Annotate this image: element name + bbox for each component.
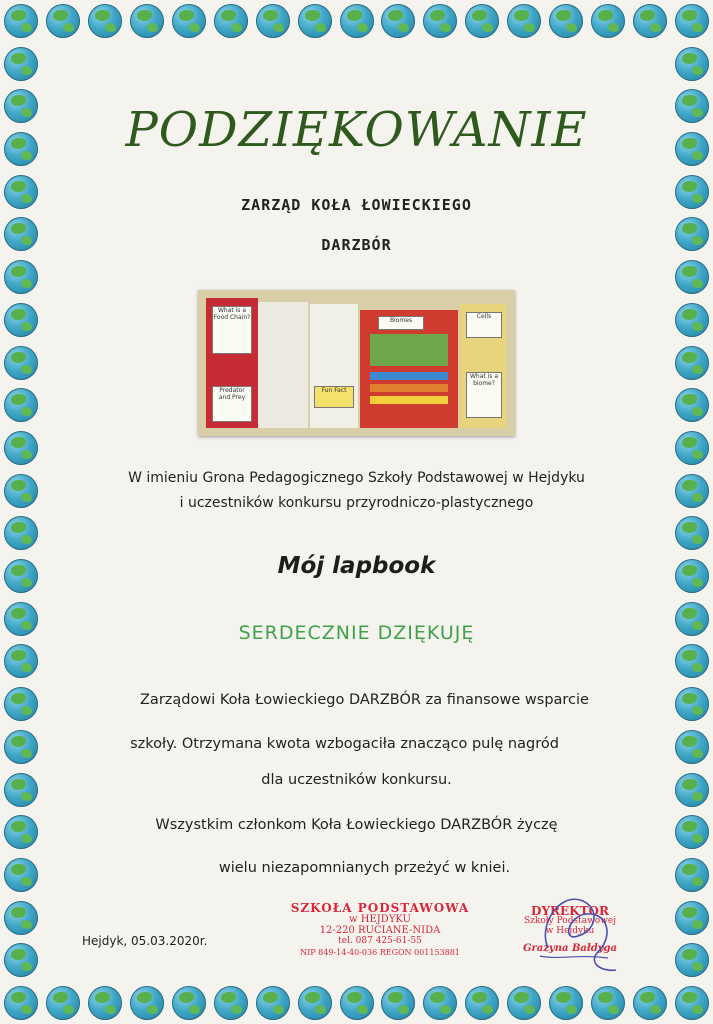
photo-strip	[370, 372, 448, 380]
globe-icon	[4, 260, 38, 294]
globe-icon	[340, 986, 374, 1020]
globe-icon	[675, 4, 709, 38]
photo-card-food-chain: What is a Food Chain?	[212, 306, 252, 354]
director-title: DYREKTOR	[531, 904, 609, 918]
photo-card-biomes: Biomes	[378, 316, 424, 330]
stamp-school-name: SZKOŁA PODSTAWOWA	[290, 901, 470, 915]
globe-icon	[675, 346, 709, 380]
globe-icon	[130, 986, 164, 1020]
globe-icon	[381, 986, 415, 1020]
globe-icon	[423, 986, 457, 1020]
globe-icon	[298, 986, 332, 1020]
globe-icon	[549, 986, 583, 1020]
body-line-1: Zarządowi Koła Łowieckiego DARZBÓR za finansowe wsparcie	[140, 692, 589, 708]
contest-name: Mój lapbook	[277, 553, 436, 579]
photo-biome-picture	[370, 334, 448, 366]
photo-white-panel-2	[310, 304, 358, 428]
globe-icon	[172, 986, 206, 1020]
globe-icon	[675, 986, 709, 1020]
globe-icon	[256, 4, 290, 38]
globe-icon	[214, 4, 248, 38]
globe-icon	[675, 516, 709, 550]
globe-icon	[256, 986, 290, 1020]
globe-icon	[340, 4, 374, 38]
globe-icon	[46, 986, 80, 1020]
globe-icon	[675, 644, 709, 678]
globe-icon	[675, 901, 709, 935]
globe-icon	[633, 986, 667, 1020]
globe-icon	[381, 4, 415, 38]
globe-icon	[88, 4, 122, 38]
organization-subname: DARZBÓR	[321, 236, 392, 254]
globe-icon	[298, 4, 332, 38]
director-school: Szkoły Podstawowej	[523, 916, 617, 926]
globe-icon	[4, 943, 38, 977]
certificate-title: PODZIĘKOWANIE	[125, 102, 588, 158]
globe-icon	[4, 986, 38, 1020]
globe-icon	[88, 986, 122, 1020]
globe-icon	[675, 943, 709, 977]
thanks-heading: SERDECZNIE DZIĘKUJĘ	[238, 622, 475, 644]
photo-card-fun-fact: Fun Fact	[314, 386, 354, 408]
globe-icon	[423, 4, 457, 38]
director-signature	[528, 886, 623, 984]
globe-icon	[675, 388, 709, 422]
intro-line-2: i uczestników konkursu przyrodniczo-plastycznego	[179, 495, 534, 511]
stamp-ids: NIP 849-14-40-036 REGON 001153881	[300, 948, 460, 957]
globe-icon	[675, 303, 709, 337]
globe-icon	[507, 986, 541, 1020]
globe-icon	[507, 4, 541, 38]
globe-icon	[4, 4, 38, 38]
date-place: Hejdyk, 05.03.2020r.	[82, 934, 208, 948]
body-line-4: Wszystkim członkom Koła Łowieckiego DARZBÓR życzę	[155, 817, 558, 833]
photo-strip-3	[370, 396, 448, 404]
globe-icon	[4, 47, 38, 81]
globe-icon	[633, 4, 667, 38]
globe-icon	[46, 4, 80, 38]
photo-card-cells: Cells	[466, 312, 502, 338]
globe-icon	[4, 516, 38, 550]
globe-icon	[4, 303, 38, 337]
body-line-5: wielu niezapomnianych przeżyć w kniei.	[218, 860, 511, 876]
photo-white-panel	[258, 302, 308, 428]
organization-name: ZARZĄD KOŁA ŁOWIECKIEGO	[241, 196, 472, 214]
photo-card-predator: Predator and Prey	[212, 386, 252, 422]
school-stamp	[285, 903, 475, 958]
stamp-location: w HEJDYKU	[349, 914, 411, 925]
globe-icon	[591, 4, 625, 38]
director-name: Grażyna Bałdyga	[522, 943, 618, 954]
globe-icon	[4, 346, 38, 380]
lapbook-photo	[198, 290, 515, 436]
stamp-phone: tel. 087 425-61-55	[338, 936, 422, 946]
photo-strip-2	[370, 384, 448, 392]
globe-icon	[465, 4, 499, 38]
globe-icon	[4, 644, 38, 678]
stamp-address: 12-220 RUCIANE-NIDA	[319, 925, 441, 936]
globe-icon	[591, 986, 625, 1020]
globe-icon	[4, 901, 38, 935]
body-line-2: szkoły. Otrzymana kwota wzbogaciła znacząco pulę nagród	[130, 736, 559, 752]
globe-icon	[130, 4, 164, 38]
globe-icon	[675, 431, 709, 465]
globe-icon	[4, 431, 38, 465]
globe-icon	[465, 986, 499, 1020]
photo-card-what-is-biome: What is a biome?	[466, 372, 502, 418]
intro-line-1: W imieniu Grona Pedagogicznego Szkoły Podstawowej w Hejdyku	[128, 470, 585, 486]
globe-icon	[172, 4, 206, 38]
globe-icon	[675, 260, 709, 294]
globe-icon	[549, 4, 583, 38]
body-line-3: dla uczestników konkursu.	[261, 772, 452, 788]
globe-icon	[4, 388, 38, 422]
director-location: w Hejdyku	[545, 926, 595, 936]
globe-icon	[675, 47, 709, 81]
globe-icon	[214, 986, 248, 1020]
